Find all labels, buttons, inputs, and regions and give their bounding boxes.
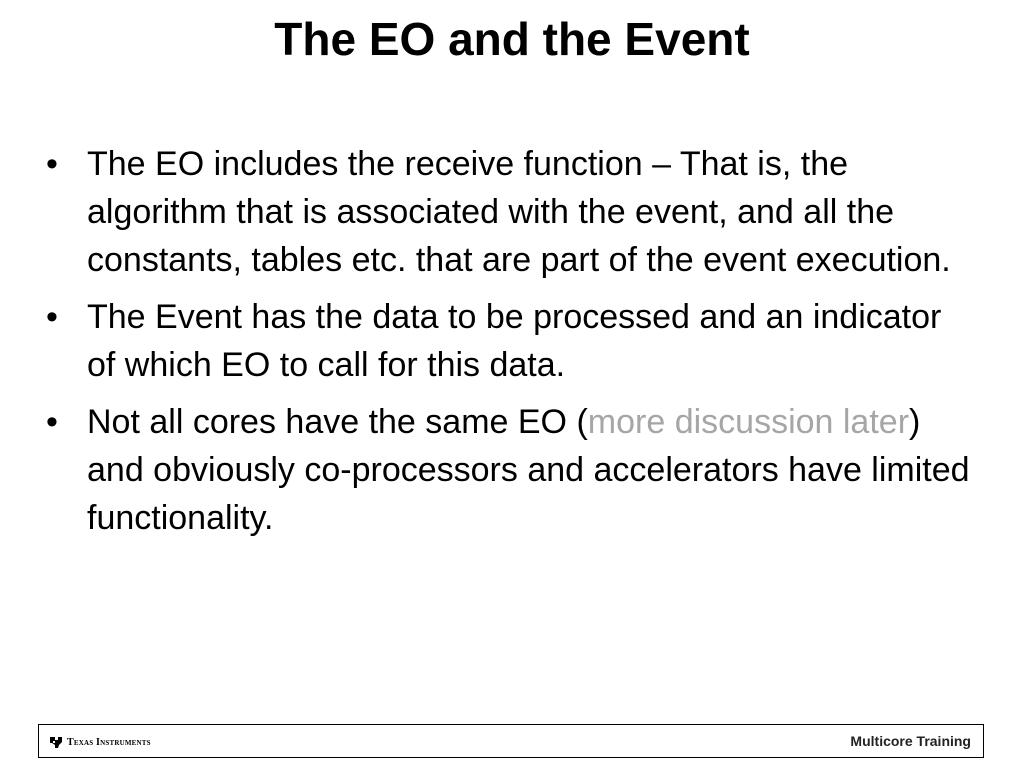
bullet-text-after: ) and obviously co-processors and accelerators have limited functionality. [87,403,970,537]
bullet-text: The EO includes the receive function – That is, the algorithm that is associated with the event, and all the constants, tables etc. that are part of the event execution. [87,145,951,279]
company-name: Texas Instruments [67,736,151,748]
bullet-text: The Event has the data to be processed and an indicator of which EO to call for this data. [87,298,942,384]
slide-title: The EO and the Event [274,13,750,65]
bullet-dot-icon: • [46,403,58,441]
footer-bar [38,724,984,758]
bullet-list [46,140,976,551]
bullet-highlight-text: more discussion later [587,403,910,441]
company-logo [49,734,151,750]
bullet-item [46,293,976,389]
training-label: Multicore Training [850,733,971,749]
bullet-dot-icon: • [46,298,58,336]
bullet-item [46,398,976,542]
bullet-dot-icon: • [46,145,58,183]
bullet-item [46,140,976,284]
bullet-text-before: Not all cores have the same EO ( [87,403,588,441]
texas-instruments-logo-icon [49,735,63,749]
